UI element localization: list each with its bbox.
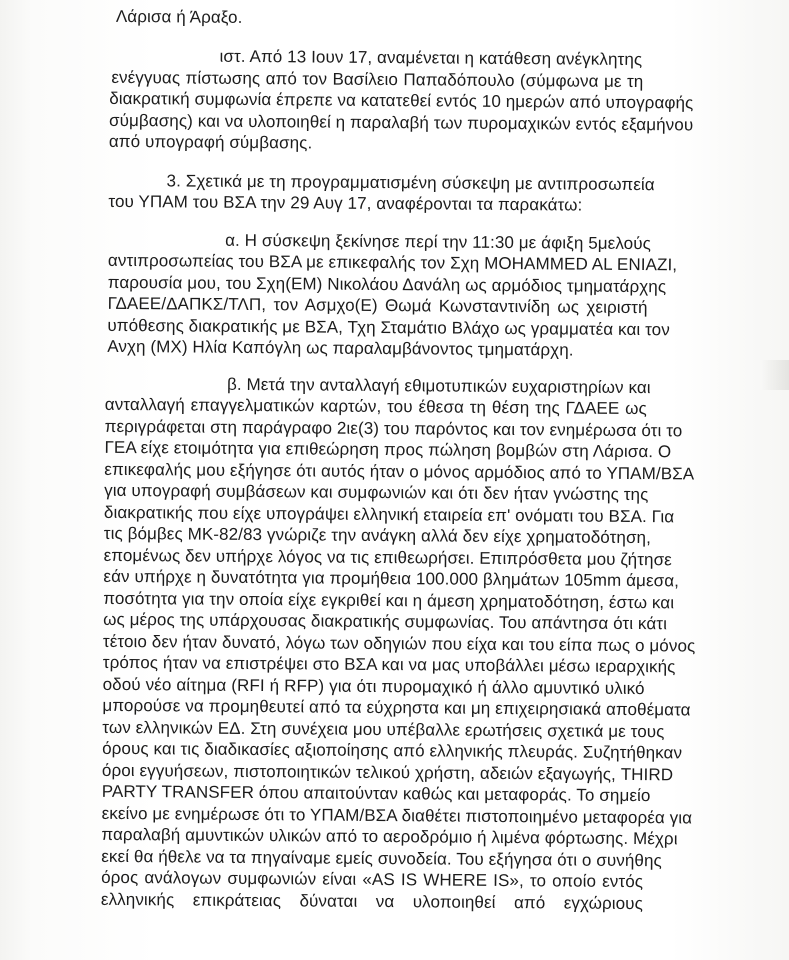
text-line: ενέγγυας πίστωσης από τον Βασίλειο Παπαδόπουλο (σύμφωνα με τη xyxy=(111,67,644,92)
text-line: για υπογραφή συμβάσεων και συμφωνιών και ότι δεν ήταν γνώστης της xyxy=(104,480,649,505)
text-line: β. Μετά την ανταλλαγή εθιμοτυπικών ευχαριστηρίων και xyxy=(226,374,651,398)
text-line: α. Η σύσκεψη ξεκίνησε περί την 11:30 με άφιξη 5μελούς xyxy=(225,230,652,254)
text-line: όρος ανάλογων συμφωνιών είναι «AS IS WHERE IS», το οποίο εντός xyxy=(101,867,644,892)
text-line: αντιπροσωπείας του ΒΣΑ με επικεφαλής τον Σχη MOHAMMED AL ENIAZI, xyxy=(107,250,678,275)
text-line: εκεί θα ήθελε να τα πηγαίναμε εμείς συνοδεία. Του εξήγησα ότι ο συνήθης xyxy=(101,846,662,871)
text-line: όρους και τις διαδικασίες αξιοποίησης από ελληνικής πλευράς. Συζητήθηκαν xyxy=(102,738,683,763)
text-line: επικεφαλής μου εξήγησε ότι αυτός ήταν ο μόνος αρμόδιος από το ΥΠΑΜ/ΒΣΑ xyxy=(104,459,695,484)
text-line: μπορούσε να προμηθευτεί από τα εύχρηστα και μη επιχειρησιακά αποθέματα xyxy=(102,695,691,720)
text-line: Ανχη (ΜΧ) Ηλία Καπόγλη ως παραλαμβάνοντος τμηματάρχη. xyxy=(107,336,574,360)
text-line: εκείνο με ενημέρωσε ότι το ΥΠΑΜ/ΒΣΑ διαθέτει πιστοποιημένο μεταφορέα για xyxy=(101,803,693,828)
text-line: τις βόμβες ΜΚ-82/83 γνώριζε την ανάγκη αλλά δεν είχε χρηματοδότηση, xyxy=(103,523,652,548)
text-line: PARTY TRANSFER όπου απαιτούνταν καθώς και μεταφοράς. Το σημείο xyxy=(101,781,651,806)
text-line: υπόθεσης διακρατικής με ΒΣΑ, Τχη Σταμάτιο Βλάχο ως γραμματέα και τον xyxy=(107,315,670,340)
text-line: ανταλλαγή επαγγελματικών καρτών, του έθεσα τη θέση της ΓΔΑΕΕ ως xyxy=(104,394,647,419)
text-line: Λάρισα ή Άραξο. xyxy=(115,6,243,27)
text-line: διακρατική συμφωνία έπρεπε να κατατεθεί εντός 10 ημερών από υπογραφής xyxy=(109,88,694,113)
text-line: παραλαβή αμυντικών υλικών από το αεροδρόμιο ή λιμένα φόρτωσης. Μέχρι xyxy=(101,824,678,849)
text-line: τρόπος ήταν να επιστρέψει στο ΒΣΑ και να μας υποβάλλει μέσω ιεραρχικής xyxy=(102,652,676,677)
text-line: ιστ. Από 13 Ιουν 17, αναμένεται η κατάθεση ανέγκλητης xyxy=(219,46,643,70)
text-line: τέτοιο δεν ήταν δυνατό, λόγω των οδηγιών που είχα και του είπα πως ο μόνος xyxy=(102,631,696,656)
text-line: των ελληνικών ΕΔ. Στη συνέχεια μου υπέβαλλε ερωτήσεις σχετικά με τους xyxy=(102,717,665,742)
text-line: ΓΕΑ είχε ετοιμότητα για επιθεώρηση προς πώληση βομβών στη Λάρισα. Ο xyxy=(104,437,672,462)
text-line: όροι εγγυήσεων, πιστοποιητικών τελικού χρήστη, αδειών εξαγωγής, THIRD xyxy=(101,760,674,785)
text-line: ελληνικής επικράτειας δύναται να υλοποιηθεί από εγχώριους xyxy=(100,889,643,914)
text-line: του ΥΠΑΜ του ΒΣΑ την 29 Αυγ 17, αναφέρονται τα παρακάτω: xyxy=(108,191,583,215)
text-line: ΓΔΑΕΕ/ΔΑΠΚΣ/ΤΛΠ, τον Ασμχο(Ε) Θωμά Κωνσταντινίδη ως χειριστή xyxy=(107,293,648,318)
text-line: διακρατικής που είχε υπογράψει ελληνική εταιρεία επ' ονόματι του ΒΣΑ. Για xyxy=(103,502,675,527)
text-line: οδού νέο αίτημα (RFI ή RFP) για ότι πυρομαχικό ή άλλο αμυντικό υλικό xyxy=(102,674,645,699)
text-line: 3. Σχετικά με τη προγραμματισμένη σύσκεψη με αντιπροσωπεία xyxy=(166,171,655,195)
text-line: περιγράφεται στη παράγραφο 2ιε(3) του παρόντος και τον ενημέρωσα ότι το xyxy=(104,416,683,441)
text-line: εάν υπήρχε η δυνατότητα για προμήθεια 100.000 βλημάτων 105mm άμεσα, xyxy=(103,566,680,591)
text-line: επομένως δεν υπήρχε λόγος να τις επιθεωρήσει. Επιπρόσθετα μου ζήτησε xyxy=(103,545,672,570)
text-line: από υπογραφή σύμβασης. xyxy=(108,131,313,153)
text-line: ως μέρος της υπάρχουσας διακρατικής συμφωνίας. Του απάντησα ότι κάτι xyxy=(103,609,668,634)
text-line: σύμβασης) και να υλοποιηθεί η παραλαβή των πυρομαχικών εντός εξαμήνου xyxy=(108,110,694,135)
text-line: παρουσία μου, του Σχη(ΕΜ) Νικολάου Δανάλη ως αρμόδιος τμηματάρχης xyxy=(107,272,667,297)
text-line: ποσότητα για την οποία είχε εγκριθεί και η άμεση χρηματοδότηση, έστω και xyxy=(103,588,675,613)
